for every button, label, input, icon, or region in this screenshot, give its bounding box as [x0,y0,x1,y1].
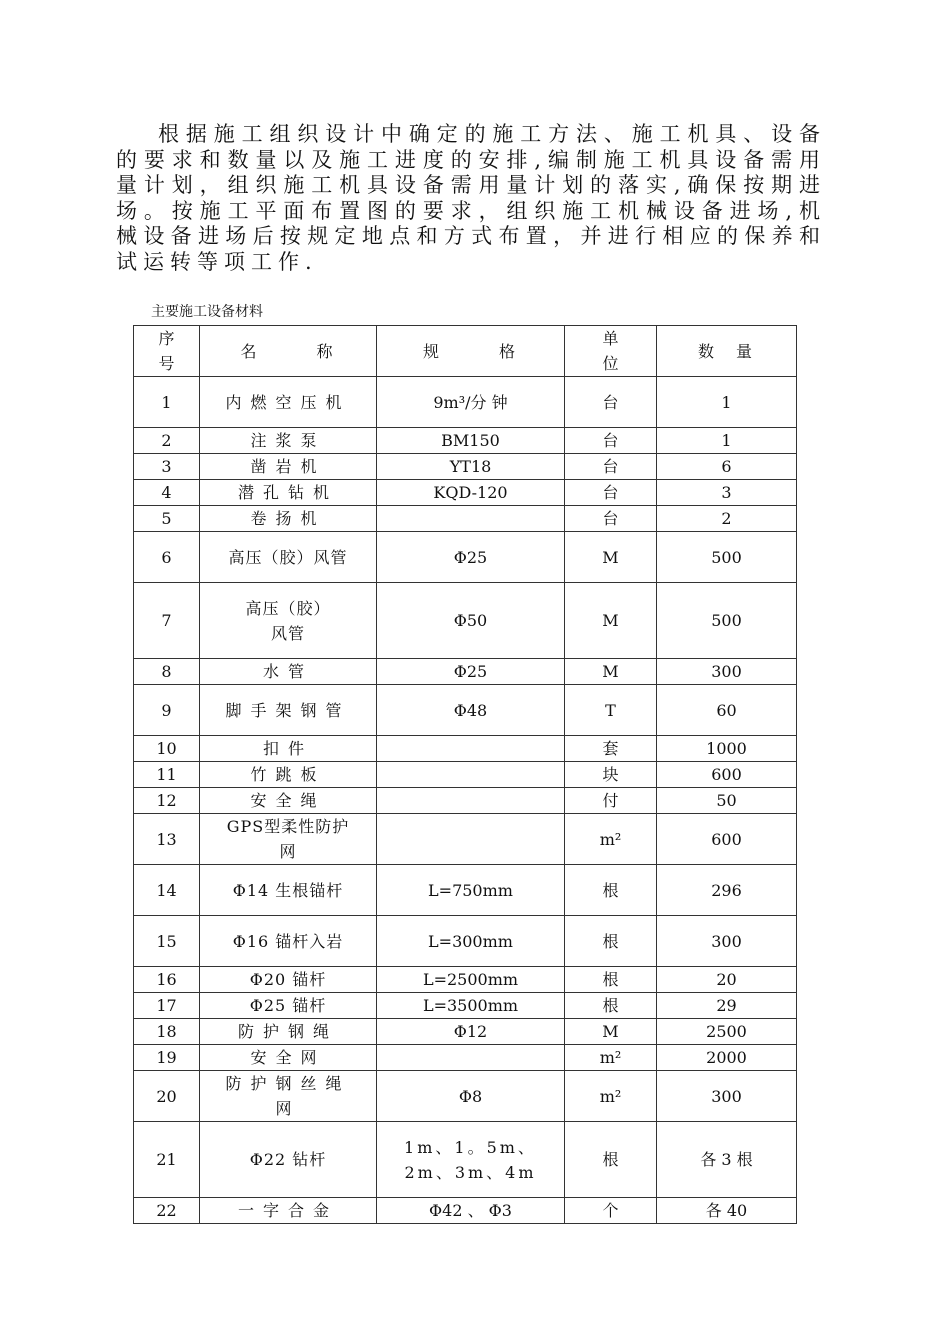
cell-unit: 个 [565,1198,657,1224]
cell-spec [377,788,565,814]
table-body [134,377,797,1224]
cell-qty: 600 [657,762,797,788]
cell-name: 扣件 [200,736,377,762]
cell-name: GPS型柔性防护网 [200,814,377,865]
table-row [134,967,797,993]
cell-name: Φ20 锚杆 [200,967,377,993]
table-row [134,1198,797,1224]
cell-spec [377,762,565,788]
cell-name: 注浆泵 [200,428,377,454]
cell-no: 2 [134,428,200,454]
cell-unit: T [565,685,657,736]
cell-qty: 各 3 根 [657,1122,797,1198]
cell-name: 安全网 [200,1045,377,1071]
cell-qty: 60 [657,685,797,736]
cell-no: 5 [134,506,200,532]
cell-spec [377,736,565,762]
cell-unit: 根 [565,967,657,993]
cell-spec [377,814,565,865]
table-row [134,865,797,916]
cell-name: 凿岩机 [200,454,377,480]
cell-unit: 台 [565,428,657,454]
cell-no: 9 [134,685,200,736]
table-row [134,1019,797,1045]
cell-spec: Φ25 [377,659,565,685]
table-header-row [134,326,797,377]
cell-qty: 296 [657,865,797,916]
cell-qty: 2500 [657,1019,797,1045]
cell-spec: 1m、1。5m、2m、3m、4m [377,1122,565,1198]
cell-name: 一字合金 [200,1198,377,1224]
cell-no: 6 [134,532,200,583]
cell-unit: M [565,532,657,583]
table-row [134,377,797,428]
cell-name: 高压（胶）风管 [200,583,377,659]
table-row [134,428,797,454]
cell-name: 潜孔钻机 [200,480,377,506]
cell-name: Φ14 生根锚杆 [200,865,377,916]
cell-unit: 块 [565,762,657,788]
cell-qty: 50 [657,788,797,814]
cell-unit: M [565,1019,657,1045]
cell-no: 11 [134,762,200,788]
cell-spec: L=3500mm [377,993,565,1019]
cell-spec: Φ8 [377,1071,565,1122]
cell-no: 4 [134,480,200,506]
cell-name: Φ16 锚杆入岩 [200,916,377,967]
equipment-table [133,325,797,1224]
cell-no: 1 [134,377,200,428]
cell-no: 10 [134,736,200,762]
cell-no: 13 [134,814,200,865]
cell-name: 高压（胶）风管 [200,532,377,583]
cell-unit: 根 [565,916,657,967]
table-row [134,480,797,506]
table-row [134,532,797,583]
cell-unit: 台 [565,506,657,532]
cell-qty: 各 40 [657,1198,797,1224]
cell-no: 14 [134,865,200,916]
table-row [134,1071,797,1122]
cell-unit: 根 [565,993,657,1019]
cell-unit: M [565,583,657,659]
cell-spec: BM150 [377,428,565,454]
cell-name: Φ22 钻杆 [200,1122,377,1198]
cell-qty: 6 [657,454,797,480]
cell-no: 22 [134,1198,200,1224]
table-row [134,762,797,788]
cell-no: 8 [134,659,200,685]
cell-qty: 29 [657,993,797,1019]
table-row [134,454,797,480]
cell-spec: L=300mm [377,916,565,967]
cell-spec: L=750mm [377,865,565,916]
cell-spec: Φ25 [377,532,565,583]
cell-name: 内燃空压机 [200,377,377,428]
cell-name: 卷扬机 [200,506,377,532]
cell-unit: 台 [565,377,657,428]
cell-no: 21 [134,1122,200,1198]
cell-spec: Φ42 、 Φ3 [377,1198,565,1224]
cell-spec: Φ12 [377,1019,565,1045]
cell-unit: m² [565,1045,657,1071]
header-unit: 单位 [565,326,657,377]
cell-qty: 500 [657,532,797,583]
table-row [134,736,797,762]
cell-qty: 300 [657,1071,797,1122]
cell-no: 7 [134,583,200,659]
cell-qty: 3 [657,480,797,506]
cell-no: 3 [134,454,200,480]
cell-no: 18 [134,1019,200,1045]
header-qty: 数 量 [657,326,797,377]
header-index: 序号 [134,326,200,377]
cell-spec: Φ50 [377,583,565,659]
cell-spec: 9m³/分 钟 [377,377,565,428]
cell-qty: 1 [657,428,797,454]
table-row [134,685,797,736]
cell-unit: 台 [565,454,657,480]
table-row [134,506,797,532]
cell-name: Φ25 锚杆 [200,993,377,1019]
table-row [134,659,797,685]
cell-no: 16 [134,967,200,993]
cell-qty: 2 [657,506,797,532]
cell-spec: KQD-120 [377,480,565,506]
cell-qty: 2000 [657,1045,797,1071]
cell-qty: 1000 [657,736,797,762]
table-row [134,916,797,967]
cell-name: 竹跳板 [200,762,377,788]
cell-spec [377,506,565,532]
cell-unit: m² [565,1071,657,1122]
table-row [134,814,797,865]
cell-unit: 根 [565,865,657,916]
table-row [134,993,797,1019]
cell-name: 防护钢丝绳网 [200,1071,377,1122]
intro-paragraph: 根据施工组织设计中确定的施工方法、施工机具、设备的要求和数量以及施工进度的安排,编制施工机具设备需用量计划，组织施工机具设备需用量计划的落实,确保按期进场。按施工平面布置图的要求，组织施工机械设备进场,机械设备进场后按规定地点和方式布置，并进行相应的保养和试运转等项工作. [116,122,826,274]
cell-qty: 600 [657,814,797,865]
cell-spec [377,1045,565,1071]
cell-spec: Φ48 [377,685,565,736]
cell-no: 20 [134,1071,200,1122]
cell-name: 脚手架钢管 [200,685,377,736]
cell-no: 17 [134,993,200,1019]
cell-no: 12 [134,788,200,814]
cell-unit: 台 [565,480,657,506]
cell-unit: 套 [565,736,657,762]
cell-spec: YT18 [377,454,565,480]
cell-qty: 1 [657,377,797,428]
cell-no: 15 [134,916,200,967]
cell-unit: m² [565,814,657,865]
cell-name: 水管 [200,659,377,685]
table-row [134,583,797,659]
table-row [134,788,797,814]
table-row [134,1045,797,1071]
cell-qty: 20 [657,967,797,993]
cell-unit: 付 [565,788,657,814]
cell-spec: L=2500mm [377,967,565,993]
cell-unit: M [565,659,657,685]
cell-unit: 根 [565,1122,657,1198]
cell-qty: 300 [657,659,797,685]
table-row [134,1122,797,1198]
header-spec: 规 格 [377,326,565,377]
cell-name: 防护钢绳 [200,1019,377,1045]
cell-no: 19 [134,1045,200,1071]
header-name: 名 称 [200,326,377,377]
cell-qty: 300 [657,916,797,967]
table-caption: 主要施工设备材料 [151,304,263,320]
cell-name: 安全绳 [200,788,377,814]
cell-qty: 500 [657,583,797,659]
